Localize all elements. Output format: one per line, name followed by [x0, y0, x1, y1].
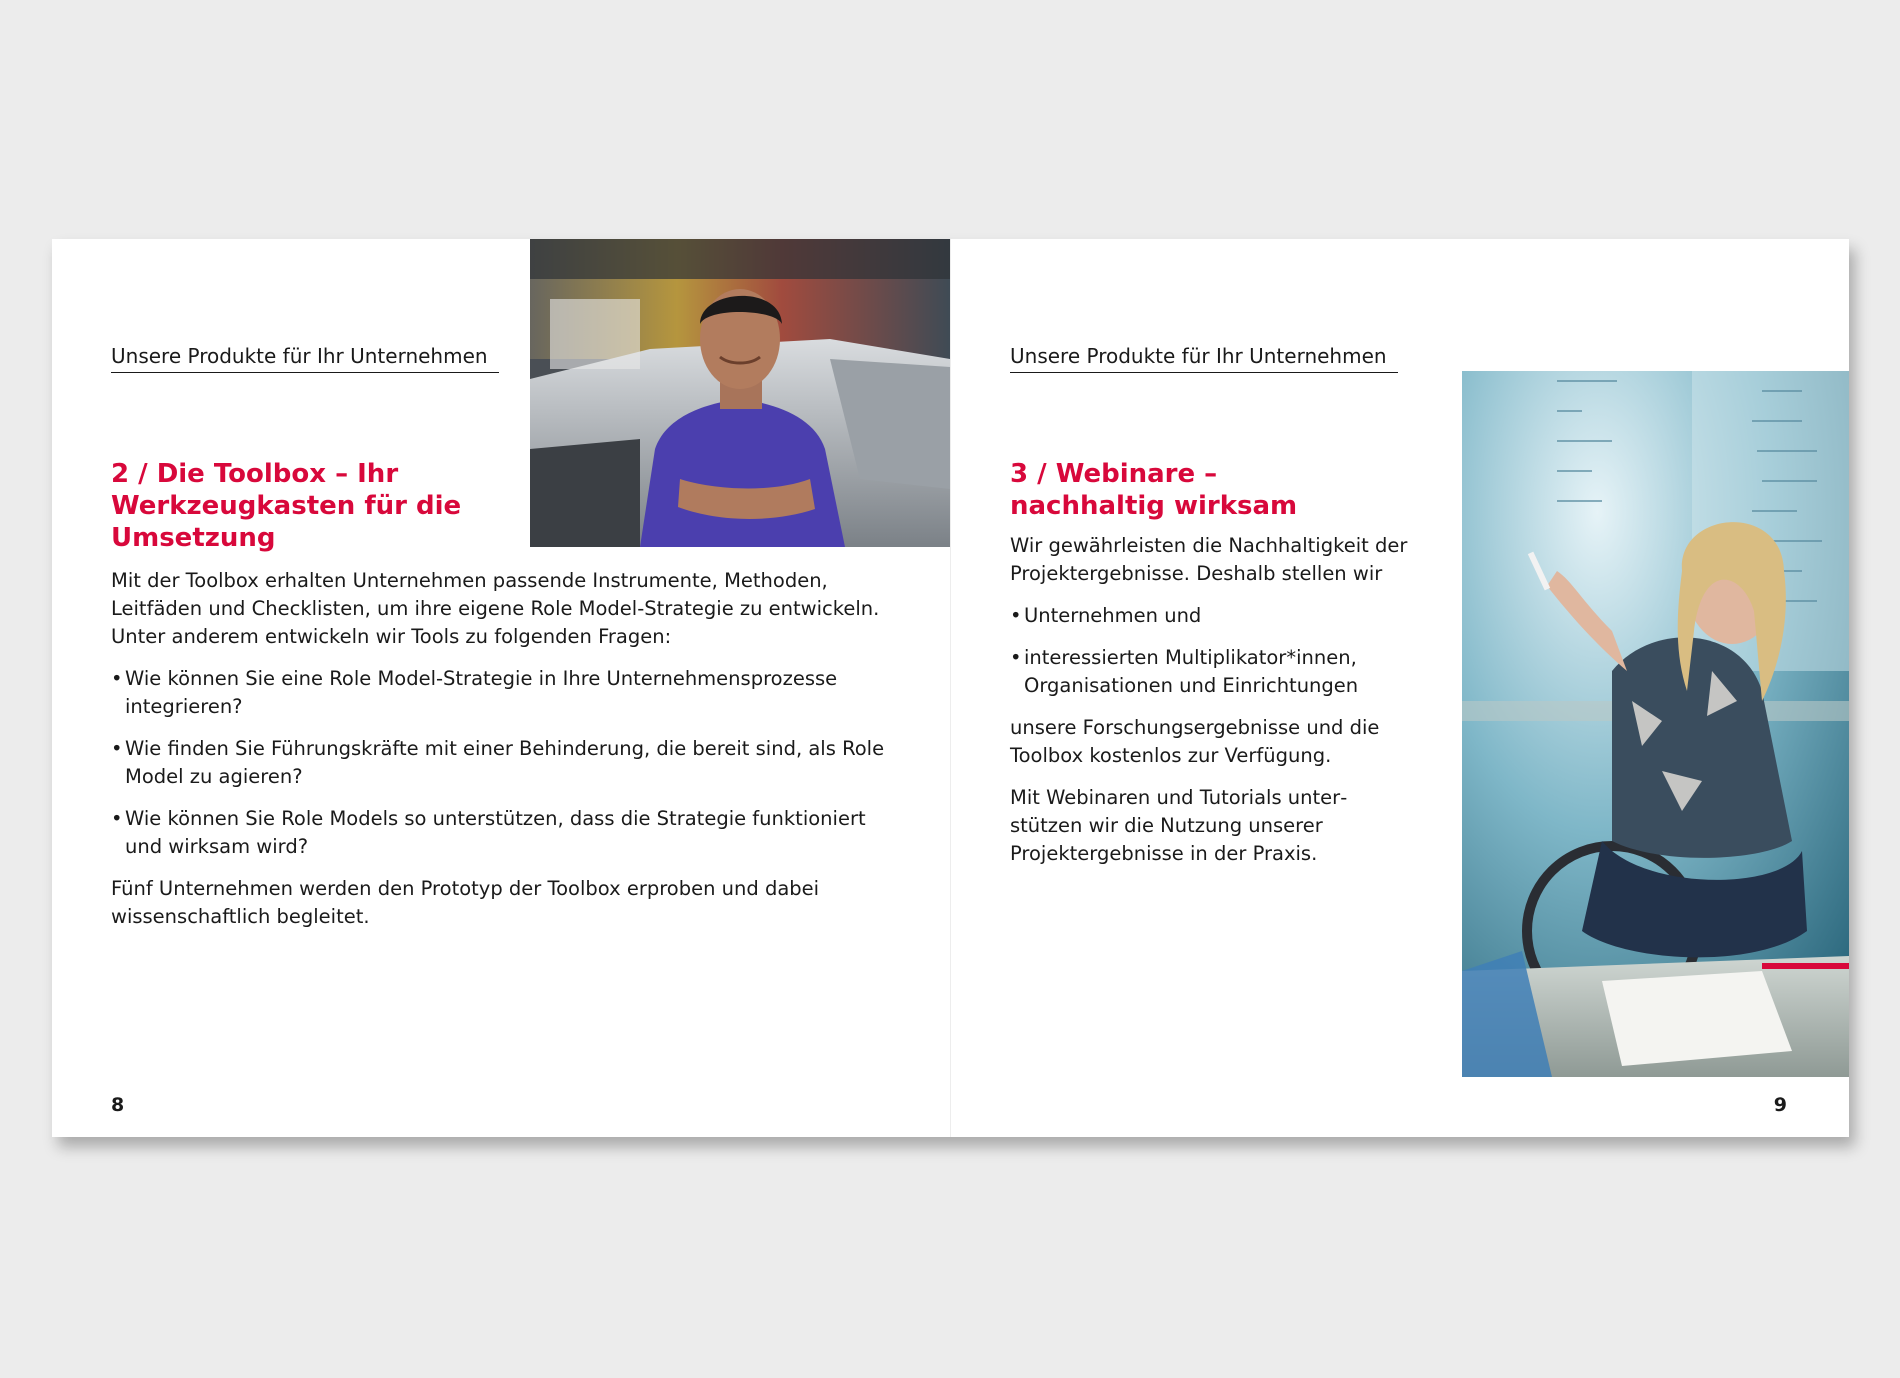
intro-paragraph: Mit der Toolbox erhalten Unternehmen passende Instrumente, Methoden, Leitfäden und Checklisten, um ihre eigene Role Model-Strategie zu entwickeln. Unter anderem entwickeln wir Tools zu folgenden Fragen:: [111, 569, 880, 648]
list-item: • Wie finden Sie Führungskräfte mit einer Behinderung, die bereit sind, als Role Model zu agieren?: [111, 735, 891, 791]
left-page: [52, 239, 950, 1137]
list-item: • interessierten Multiplikator*innen, Organisationen und Einrichtungen: [1010, 644, 1410, 700]
running-head-right: Unsere Produkte für Ihr Unternehmen: [1010, 343, 1398, 373]
question-list: [111, 665, 891, 861]
heading-toolbox: 2 / Die Toolbox – Ihr Werkzeugkasten für die Umsetzung: [111, 459, 462, 553]
right-page: [951, 239, 1849, 1137]
running-head-left: Unsere Produkte für Ihr Unternehmen: [111, 343, 499, 373]
brochure-spread: [52, 239, 1849, 1137]
body-toolbox: [111, 567, 891, 945]
presenter-photo-illustration: [1462, 371, 1849, 1077]
list-item: • Unternehmen und: [1010, 602, 1410, 630]
closing-paragraph: Fünf Unternehmen werden den Prototyp der Toolbox erproben und dabei wissenschaftlich begleitet.: [111, 877, 820, 928]
mechanic-photo: [530, 239, 950, 547]
body-webinare: [1010, 532, 1410, 882]
presenter-photo: [1462, 371, 1849, 1077]
list-item: • Wie können Sie Role Models so unterstützen, dass die Strategie funktioniert und wirksam wird?: [111, 805, 891, 861]
paragraph-2: unsere Forschungsergebnisse und die Toolbox kostenlos zur Verfügung.: [1010, 716, 1380, 767]
audience-list: [1010, 602, 1410, 700]
paragraph-3: Mit Webinaren und Tutorials unterstützen wir die Nutzung unserer Projektergebnisse in der Praxis.: [1010, 786, 1348, 865]
page-number-right: 9: [1773, 1094, 1787, 1116]
page-number-left: 8: [111, 1094, 125, 1116]
mechanic-photo-illustration: [530, 239, 950, 547]
intro-paragraph: Wir gewährleisten die Nachhaltigkeit der Projektergebnisse. Deshalb stellen wir: [1010, 534, 1408, 585]
heading-webinare: 3 / Webinare – nachhaltig wirksam: [1010, 459, 1298, 521]
list-item: • Wie können Sie eine Role Model-Strategie in Ihre Unternehmensprozesse integrieren?: [111, 665, 891, 721]
